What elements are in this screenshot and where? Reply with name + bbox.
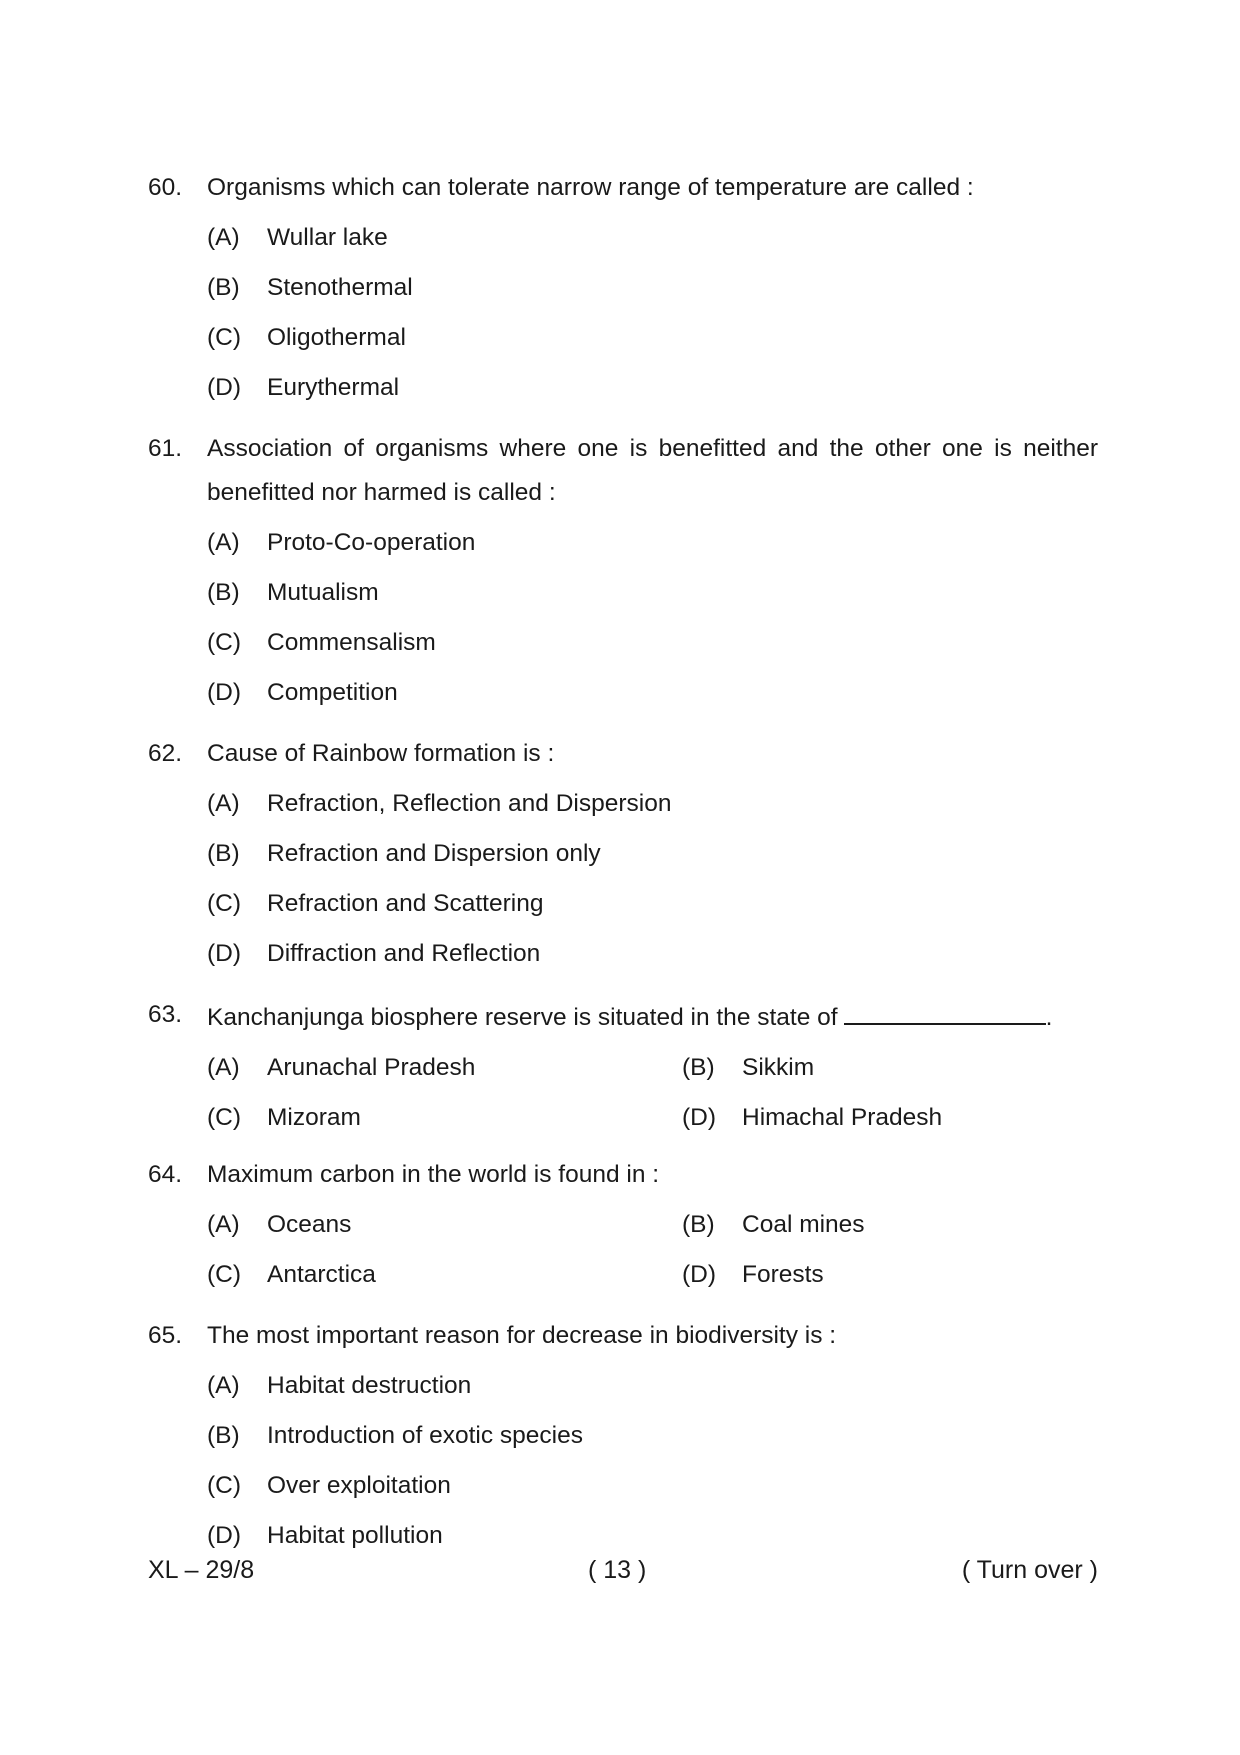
- option-text: Forests: [742, 1261, 824, 1288]
- option-label: (A): [207, 790, 240, 817]
- option-label: (D): [207, 374, 242, 401]
- options-list: [207, 216, 1098, 416]
- option-text: Eurythermal: [267, 374, 400, 401]
- option-label: (A): [207, 1211, 240, 1238]
- option-text: Diffraction and Reflection: [267, 940, 541, 967]
- option-text: Coal mines: [742, 1211, 865, 1238]
- option-label: (C): [207, 1261, 242, 1288]
- option-text: Arunachal Pradesh: [267, 1054, 476, 1081]
- question-65: [148, 1314, 1098, 1564]
- question-number: 63.: [148, 1001, 183, 1028]
- options-grid: [207, 1203, 1098, 1303]
- option-text: Wullar lake: [267, 224, 388, 251]
- option-label: (C): [207, 1104, 242, 1131]
- option-d: [682, 1253, 1082, 1303]
- option-label: (A): [207, 224, 240, 251]
- option-text: Introduction of exotic species: [267, 1422, 583, 1449]
- question-number: 64.: [148, 1161, 183, 1188]
- option-label: (A): [207, 1054, 240, 1081]
- option-label: (C): [207, 629, 242, 656]
- option-b: [207, 832, 1098, 882]
- options-grid: [207, 1046, 1098, 1146]
- question-text-wrap: [207, 993, 1098, 1040]
- option-text: Refraction and Dispersion only: [267, 840, 601, 867]
- question-text: Association of organisms where one is benefitted and the other one is neither benefitted nor harmed is called :: [207, 435, 1098, 506]
- question-text: Organisms which can tolerate narrow range of temperature are called :: [207, 174, 974, 201]
- question-64: [148, 1153, 1098, 1303]
- question-text: Maximum carbon in the world is found in :: [207, 1161, 660, 1188]
- option-text: Habitat pollution: [267, 1522, 443, 1549]
- option-text: Himachal Pradesh: [742, 1104, 943, 1131]
- question-number: 61.: [148, 435, 183, 462]
- option-label: (B): [207, 840, 240, 867]
- option-c: [207, 1464, 1098, 1514]
- option-b: [682, 1046, 1082, 1096]
- option-label: (C): [207, 324, 242, 351]
- question-62: [148, 732, 1098, 982]
- option-text: Habitat destruction: [267, 1372, 472, 1399]
- option-text: Antarctica: [267, 1261, 376, 1288]
- question-text-end: .: [1045, 1004, 1053, 1031]
- question-number: 65.: [148, 1322, 183, 1349]
- page-footer: [148, 1548, 1098, 1592]
- option-d: [207, 671, 1098, 721]
- option-text: Proto-Co-operation: [267, 529, 476, 556]
- question-number: 60.: [148, 174, 183, 201]
- option-d: [207, 366, 1098, 416]
- question-63: [148, 993, 1098, 1146]
- option-label: (C): [207, 890, 242, 917]
- option-text: Sikkim: [742, 1054, 815, 1081]
- answer-blank: [844, 993, 1046, 1025]
- option-b: [207, 571, 1098, 621]
- option-label: (B): [207, 274, 240, 301]
- option-b: [682, 1203, 1082, 1253]
- page-number: ( 13 ): [588, 1556, 647, 1584]
- option-c: [207, 882, 1098, 932]
- options-list: [207, 782, 1098, 982]
- option-c: [207, 1253, 682, 1303]
- option-text: Oligothermal: [267, 324, 406, 351]
- question-61: [148, 427, 1098, 721]
- option-label: (A): [207, 529, 240, 556]
- option-text: Competition: [267, 679, 398, 706]
- option-label: (A): [207, 1372, 240, 1399]
- option-d: [682, 1096, 1082, 1146]
- turn-over-note: ( Turn over ): [961, 1556, 1098, 1584]
- option-d: [207, 932, 1098, 982]
- option-c: [207, 1096, 682, 1146]
- option-a: [207, 521, 1098, 571]
- option-text: Refraction and Scattering: [267, 890, 544, 917]
- question-60: [148, 166, 1098, 416]
- question-text: Cause of Rainbow formation is :: [207, 740, 555, 767]
- option-text: Over exploitation: [267, 1472, 451, 1499]
- option-label: (D): [207, 940, 242, 967]
- option-label: (D): [682, 1261, 717, 1288]
- option-a: [207, 1364, 1098, 1414]
- option-a: [207, 1203, 682, 1253]
- option-label: (D): [207, 679, 242, 706]
- option-text: Mizoram: [267, 1104, 361, 1131]
- option-label: (C): [207, 1472, 242, 1499]
- option-text: Oceans: [267, 1211, 352, 1238]
- question-number: 62.: [148, 740, 183, 767]
- paper-code: XL – 29/8: [148, 1556, 255, 1584]
- options-list: [207, 521, 1098, 721]
- options-list: [207, 1364, 1098, 1564]
- option-c: [207, 621, 1098, 671]
- option-a: [207, 782, 1098, 832]
- option-text: Mutualism: [267, 579, 379, 606]
- option-b: [207, 1414, 1098, 1464]
- option-a: [207, 216, 1098, 266]
- option-text: Refraction, Reflection and Dispersion: [267, 790, 672, 817]
- option-label: (B): [682, 1054, 715, 1081]
- option-a: [207, 1046, 682, 1096]
- option-label: (D): [207, 1522, 242, 1549]
- option-label: (B): [207, 579, 240, 606]
- question-text: The most important reason for decrease in biodiversity is :: [207, 1322, 837, 1349]
- option-label: (B): [682, 1211, 715, 1238]
- option-text: Stenothermal: [267, 274, 413, 301]
- question-text: Kanchanjunga biosphere reserve is situated in the state of: [207, 1004, 838, 1031]
- option-b: [207, 266, 1098, 316]
- option-text: Commensalism: [267, 629, 436, 656]
- option-c: [207, 316, 1098, 366]
- option-label: (B): [207, 1422, 240, 1449]
- option-label: (D): [682, 1104, 717, 1131]
